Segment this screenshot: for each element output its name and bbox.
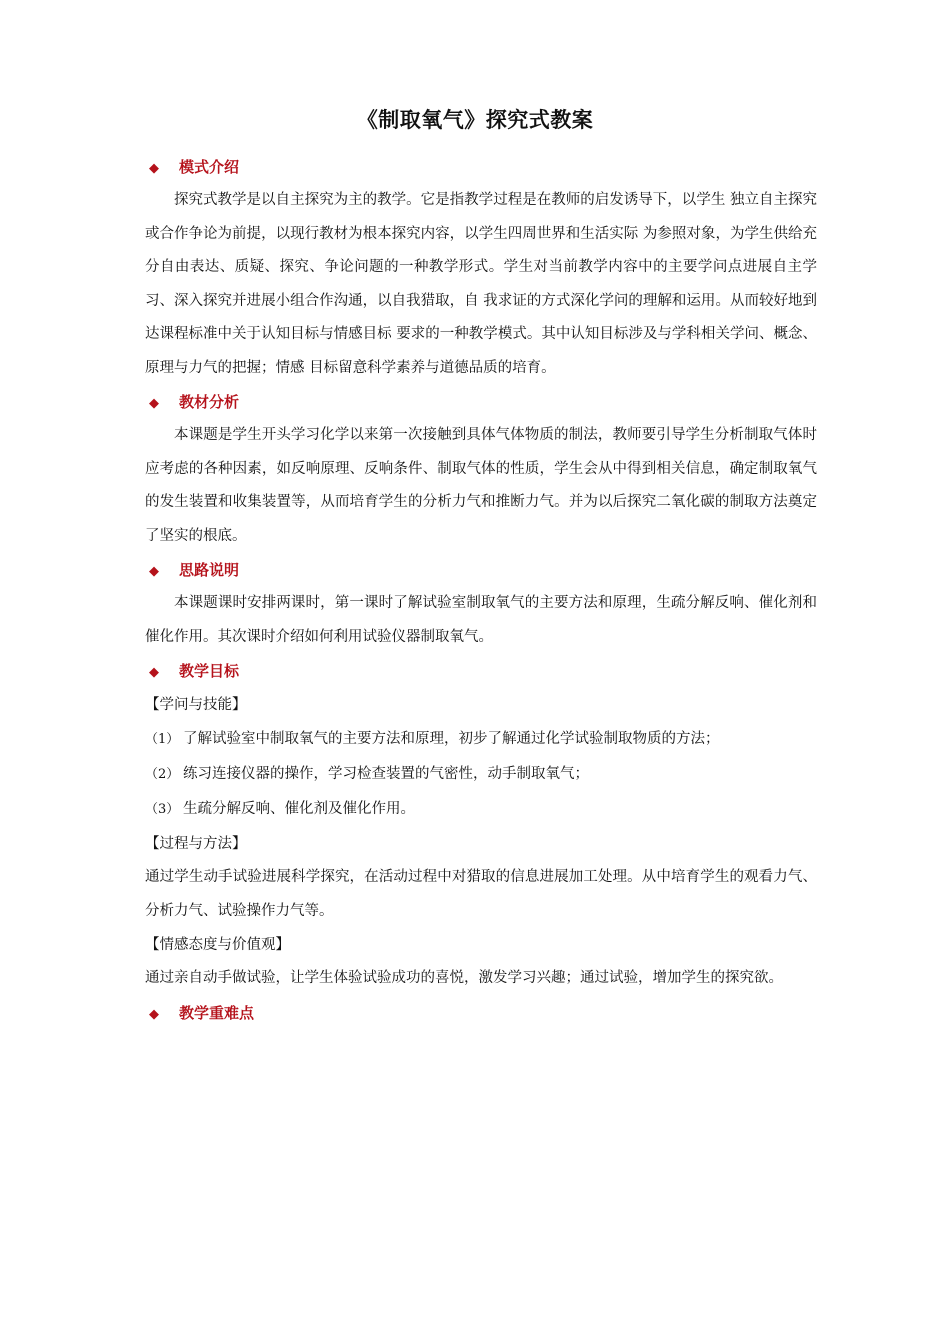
- material-paragraph: 本课题是学生开头学习化学以来第一次接触到具体气体物质的制法，教师要引导学生分析制取气体时应考虑的各种因素，如反响原理、反响条件、制取气体的性质，学生会从中得到相关信息，确定制取氧气的发生装置和收集装置等，从而培育学生的分析力气和推断力气。并为以后探究二氧化碳的制取方法奠定了坚实的根底。: [145, 427, 817, 544]
- list-item-number: （3）: [145, 802, 180, 817]
- emotion-label: 【情感态度与价值观】: [145, 937, 290, 953]
- diamond-bullet-icon: ◆: [149, 1006, 159, 1022]
- process-label: 【过程与方法】: [145, 836, 247, 852]
- mode-paragraph: 探究式教学是以自主探究为主的教学。它是指教学过程是在教师的启发诱导下，以学生 独立自主探究或合作争论为前提，以现行教材为根本探究内容，以学生四周世界和生活实际 为参照对象，为学生供给充分自由表达、质疑、探究、争论问题的一种教学形式。学生对当前教学内容中的主要学问点进展自主学习、深入探究并进展小组合作沟通，以自我猎取，自 我求证的方式深化学问的理解和运用。从而较好地到达课程标准中关于认知目标与情感目标 要求的一种教学模式。其中认知目标涉及与学科相关学问、概念、原理与力气的把握；情感 目标留意科学素养与道德品质的培育。: [145, 192, 817, 376]
- section-heading-mode: [145, 150, 817, 184]
- section-heading-goals: [145, 654, 817, 688]
- emotion-paragraph: 通过亲自动手做试验，让学生体验试验成功的喜悦，激发学习兴趣；通过试验，增加学生的探究欲。: [145, 970, 783, 986]
- list-item-text: 练习连接仪器的操作，学习检查装置的气密性，动手制取氧气；: [183, 766, 589, 782]
- list-item-number: （2）: [145, 767, 180, 782]
- section-heading-label: 教材分析: [179, 393, 240, 411]
- list-item-text: 生疏分解反响、催化剂及催化作用。: [183, 801, 415, 817]
- list-item: [145, 792, 817, 827]
- idea-paragraph: 本课题课时安排两课时，第一课时了解试验室制取氧气的主要方法和原理，生疏分解反响、催化剂和催化作用。其次课时介绍如何利用试验仪器制取氧气。: [145, 595, 817, 645]
- process-paragraph: 通过学生动手试验进展科学探究，在活动过程中对猎取的信息进展加工处理。从中培育学生的观看力气、分析力气、试验操作力气等。: [145, 869, 817, 919]
- knowledge-label: 【学问与技能】: [145, 697, 247, 713]
- list-item-text: 了解试验室中制取氧气的主要方法和原理，初步了解通过化学试验制取物质的方法；: [183, 731, 720, 747]
- diamond-bullet-icon: ◆: [149, 396, 159, 411]
- list-item-number: （1）: [145, 732, 180, 747]
- section-heading-label: 模式介绍: [179, 158, 240, 176]
- list-item: [145, 757, 817, 792]
- document-body: [145, 150, 817, 1030]
- section-heading-keypoints: [145, 996, 817, 1030]
- document-title: 《制取氧气》探究式教案: [356, 108, 594, 132]
- diamond-bullet-icon: ◆: [149, 161, 159, 176]
- section-heading-label: 教学重难点: [179, 1003, 255, 1022]
- section-heading-label: 思路说明: [179, 561, 240, 579]
- section-heading-idea: [145, 553, 817, 587]
- list-item: [145, 722, 817, 757]
- section-heading-material: [145, 385, 817, 419]
- diamond-bullet-icon: ◆: [149, 564, 159, 579]
- diamond-bullet-icon: ◆: [149, 665, 159, 680]
- section-heading-label: 教学目标: [179, 662, 240, 680]
